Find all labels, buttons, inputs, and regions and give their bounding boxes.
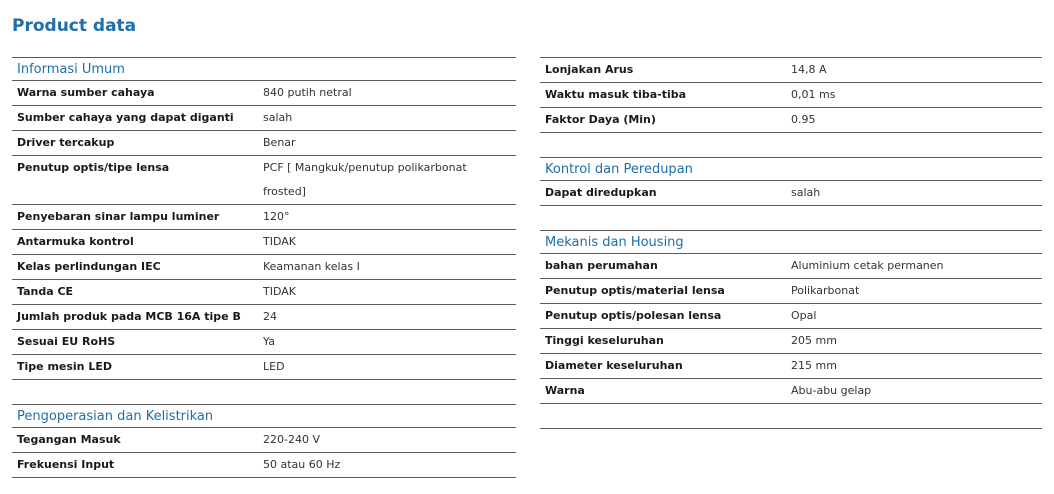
row-value: 50 atau 60 Hz bbox=[263, 458, 341, 471]
row-label: Lonjakan Arus bbox=[545, 63, 634, 76]
table-row bbox=[12, 305, 516, 330]
row-label: Penyebaran sinar lampu luminer bbox=[17, 210, 220, 223]
table-row bbox=[12, 330, 516, 355]
left-column bbox=[12, 57, 516, 478]
table-row bbox=[540, 329, 1042, 354]
right-column bbox=[540, 57, 1042, 429]
row-value: Benar bbox=[263, 136, 296, 149]
row-label: Waktu masuk tiba-tiba bbox=[545, 88, 687, 101]
table-row bbox=[540, 181, 1042, 206]
row-value: 24 bbox=[263, 310, 277, 323]
row-label: Diameter keseluruhan bbox=[545, 359, 683, 372]
row-value: Abu-abu gelap bbox=[791, 384, 872, 397]
section-spacer bbox=[12, 380, 516, 404]
row-label: Penutup optis/tipe lensa bbox=[17, 161, 170, 174]
table-row bbox=[12, 81, 516, 106]
row-value: 0,01 ms bbox=[791, 88, 836, 101]
row-value: 120° bbox=[263, 210, 290, 223]
row-label: Warna bbox=[545, 384, 585, 397]
table-row bbox=[12, 106, 516, 131]
row-value: Keamanan kelas I bbox=[263, 260, 360, 273]
row-value: LED bbox=[263, 360, 285, 373]
section-spacer bbox=[540, 133, 1042, 157]
row-value: PCF [ Mangkuk/penutup polikarbonat frosted] bbox=[263, 161, 467, 198]
row-value: 840 putih netral bbox=[263, 86, 352, 99]
row-label: Warna sumber cahaya bbox=[17, 86, 155, 99]
section-heading-pengoperasian: Pengoperasian dan Kelistrikan bbox=[12, 404, 516, 428]
row-value: salah bbox=[791, 186, 821, 199]
row-value: 14,8 A bbox=[791, 63, 827, 76]
row-label: Penutup optis/polesan lensa bbox=[545, 309, 722, 322]
table-row bbox=[540, 254, 1042, 279]
table-row bbox=[12, 205, 516, 230]
row-value: TIDAK bbox=[263, 285, 296, 298]
section-heading-mekanis: Mekanis dan Housing bbox=[540, 230, 1042, 254]
right-bottom-divider bbox=[540, 428, 1042, 429]
table-row bbox=[12, 230, 516, 255]
row-value: 220-240 V bbox=[263, 433, 320, 446]
page-title: Product data bbox=[12, 16, 137, 36]
row-label: Kelas perlindungan IEC bbox=[17, 260, 161, 273]
row-label: Tipe mesin LED bbox=[17, 360, 112, 373]
table-row bbox=[540, 354, 1042, 379]
row-label: Antarmuka kontrol bbox=[17, 235, 134, 248]
table-row bbox=[12, 156, 516, 205]
table-row bbox=[12, 453, 516, 478]
section-spacer bbox=[540, 404, 1042, 428]
table-row bbox=[12, 280, 516, 305]
row-value: Aluminium cetak permanen bbox=[791, 259, 944, 272]
section-spacer bbox=[540, 206, 1042, 230]
row-label: Sumber cahaya yang dapat diganti bbox=[17, 111, 234, 124]
table-row bbox=[12, 428, 516, 453]
table-row bbox=[12, 131, 516, 156]
section-heading-informasi-umum: Informasi Umum bbox=[12, 57, 516, 81]
table-row bbox=[540, 58, 1042, 83]
row-label: Sesuai EU RoHS bbox=[17, 335, 116, 348]
row-label: Driver tercakup bbox=[17, 136, 115, 149]
section-heading-kontrol: Kontrol dan Peredupan bbox=[540, 157, 1042, 181]
table-row bbox=[12, 355, 516, 380]
table-row bbox=[540, 83, 1042, 108]
row-value: salah bbox=[263, 111, 293, 124]
table-row bbox=[540, 108, 1042, 133]
row-label: Frekuensi Input bbox=[17, 458, 115, 471]
row-label: bahan perumahan bbox=[545, 259, 658, 272]
row-value: 215 mm bbox=[791, 359, 837, 372]
row-value: TIDAK bbox=[263, 235, 296, 248]
row-value: Polikarbonat bbox=[791, 284, 860, 297]
row-label: Faktor Daya (Min) bbox=[545, 113, 656, 126]
row-label: Jumlah produk pada MCB 16A tipe B bbox=[17, 310, 241, 323]
row-label: Penutup optis/material lensa bbox=[545, 284, 725, 297]
row-value: Opal bbox=[791, 309, 817, 322]
row-value: 205 mm bbox=[791, 334, 837, 347]
row-label: Dapat diredupkan bbox=[545, 186, 657, 199]
table-row bbox=[540, 304, 1042, 329]
row-value: 0.95 bbox=[791, 113, 816, 126]
row-label: Tegangan Masuk bbox=[17, 433, 121, 446]
table-row bbox=[540, 379, 1042, 404]
table-row bbox=[540, 279, 1042, 304]
row-label: Tanda CE bbox=[17, 285, 74, 298]
row-label: Tinggi keseluruhan bbox=[545, 334, 664, 347]
row-value: Ya bbox=[263, 335, 275, 348]
table-row bbox=[12, 255, 516, 280]
